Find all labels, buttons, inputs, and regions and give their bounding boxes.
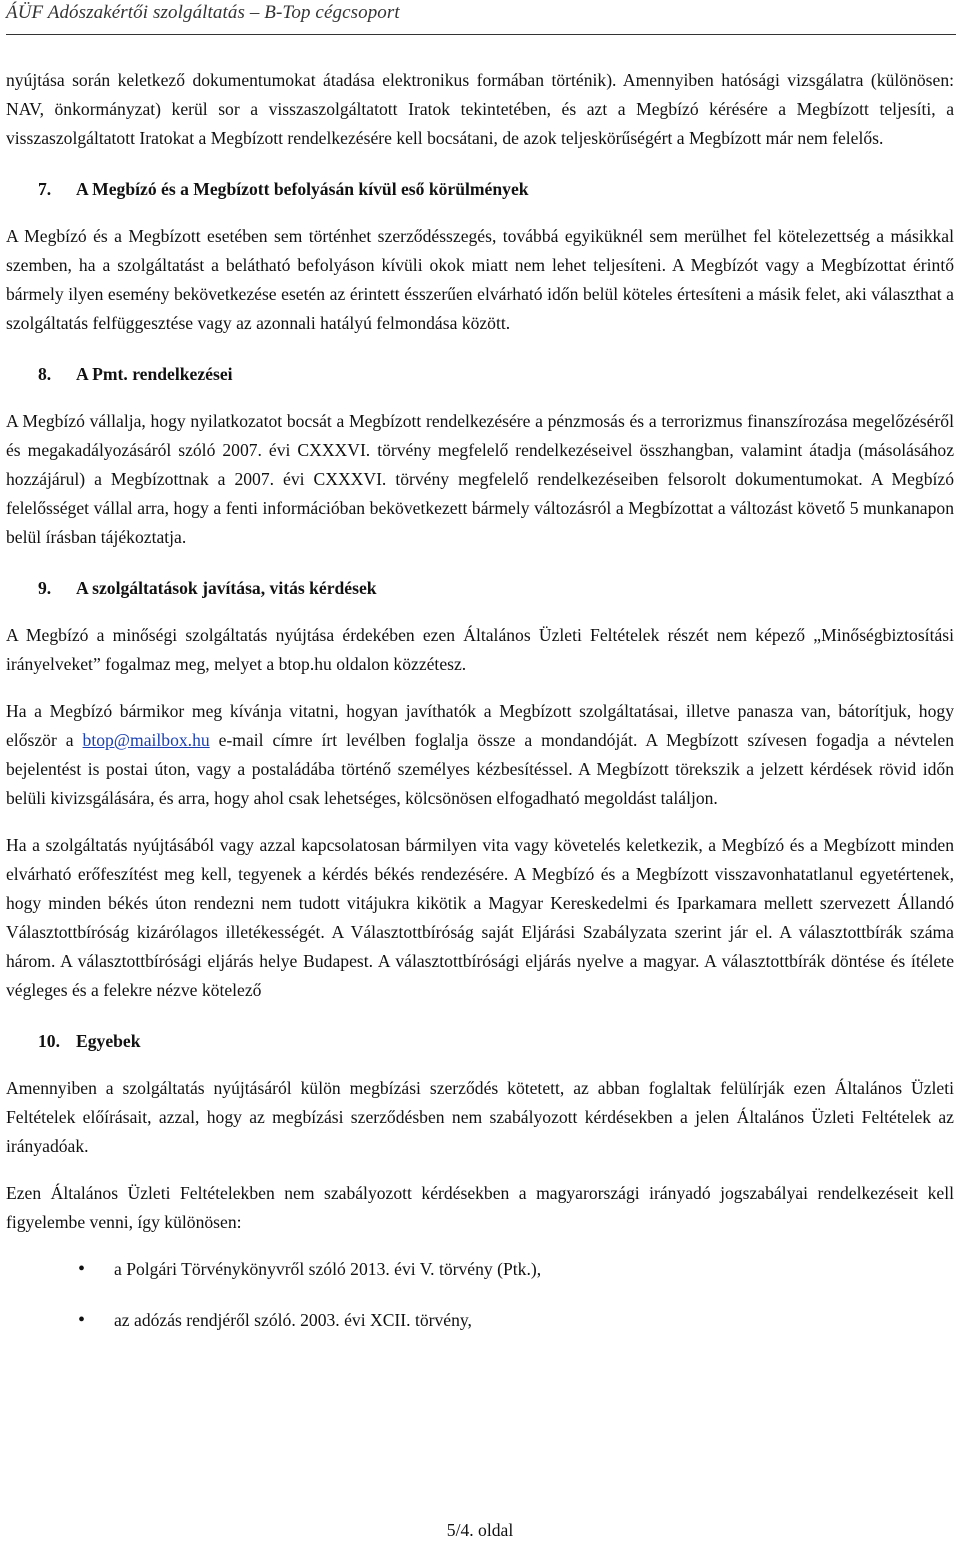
- section-9-paragraph-3: Ha a szolgáltatás nyújtásából vagy azzal kapcsolatosan bármilyen vita vagy követelés keletkezik, a Megbízó és a Megbízott minden elvárható erőfeszítést meg kell, tegyenek a kérdés békés rendezésére. A Megbízó és a Megbízott visszavonhatatlanul egyetértenek, hogy minden békés úton rendezni nem tudott vitájukra kikötik a Magyar Kereskedelmi és Iparkamara mellett szervezett Állandó Választottbíróság kizárólagos illetékességét. A Választottbíróság saját Eljárási Szabályzata szerint jár el. A választottbírák száma három. A választottbírósági eljárás helye Budapest. A választottbírósági eljárás nyelve a magyar. A választottbírák döntése és ítélete végleges és a felekre nézve kötelező: [6, 835, 954, 1000]
- section-7-heading: [6, 175, 954, 204]
- section-10-paragraph-2: Ezen Általános Üzleti Feltételekben nem szabályozott kérdésekben a magyarországi irányadó jogszabályai rendelkezéseit kell figyelembe venni, így különösen:: [6, 1183, 954, 1232]
- section-9-paragraph-1: A Megbízó a minőségi szolgáltatás nyújtása érdekében ezen Általános Üzleti Feltételek részét nem képező „Minőségbiztosítási irányelveket” fogalmaz meg, melyet a btop.hu oldalon közzétesz.: [6, 625, 954, 674]
- section-8-paragraph: A Megbízó vállalja, hogy nyilatkozatot bocsát a Megbízott rendelkezésére a pénzmosás és a terrorizmus finanszírozása megelőzéséről és megakadályozásáról szóló 2007. évi CXXXVI. törvény megfelelő rendelkezéseivel összhangban, valamint átadja (másolásához hozzájárul) a Megbízottnak a 2007. évi CXXXVI. törvény megfelelő rendelkezéseiben felsorolt dokumentumokat. A Megbízó felelősséget vállal arra, hogy a fenti információban bekövetkezett bármely változásról a Megbízottat a változást követő 5 munkanapon belül írásban tájékoztatja.: [6, 411, 954, 547]
- email-link[interactable]: btop@mailbox.hu: [82, 730, 210, 750]
- section-10-number: 10.: [38, 1031, 60, 1051]
- bullet-icon: •: [78, 1258, 86, 1280]
- page-header-title: ÁÜF Adószakértői szolgáltatás – B-Top cégcsoport: [6, 2, 400, 23]
- list-item: [6, 1306, 954, 1335]
- list-item-text: az adózás rendjéről szóló. 2003. évi XCII. törvény,: [114, 1310, 472, 1330]
- section-7-paragraph: A Megbízó és a Megbízott esetében sem történhet szerződésszegés, továbbá egyiküknél sem merülhet fel kötelezettség a másikkal szemben, ha a szolgáltatást a belátható befolyáson kívüli okok miatt nem lehet teljesíteni. A Megbízót vagy a Megbízottat érintő bármely ilyen esemény bekövetkezése esetén az érintett ésszerűen elvárható időn belül köteles értesíteni a másik felet, aki választhat a szolgáltatás felfüggesztése vagy az azonnali hatályú felmondása között.: [6, 226, 954, 333]
- section-9-heading: [6, 574, 954, 603]
- law-list: [6, 1255, 954, 1335]
- section-9-title: A szolgáltatások javítása, vitás kérdések: [76, 578, 377, 598]
- section-10-heading: [6, 1027, 954, 1056]
- section-8-heading: [6, 360, 954, 389]
- section-10-title: Egyebek: [76, 1031, 141, 1051]
- list-item: [6, 1255, 954, 1284]
- section-8-title: A Pmt. rendelkezései: [76, 364, 233, 384]
- section-10-paragraph-1: Amennyiben a szolgáltatás nyújtásáról külön megbízási szerződés kötetett, az abban foglaltak felülírják ezen Általános Üzleti Feltételek előírásait, azzal, hogy az megbízási szerződésben nem szabályozott kérdésekben a jelen Általános Üzleti Feltételek az irányadóak.: [6, 1078, 954, 1156]
- section-8-number: 8.: [38, 364, 52, 384]
- section-9-p2-after: e-mail címre írt levélben foglalja össze a mondandóját. A Megbízott szívesen fogadja a névtelen bejelentést is postai úton, vagy a postaládába történő személyes kézbesítéssel. A Megbízott törekszik a jelzett kérdések rövid időn belüli kivizsgálására, és arra, hogy ahol csak lehetséges, kölcsönösen elfogadható megoldást találjon.: [6, 730, 954, 808]
- section-9-p2-before: Ha a Megbízó bármikor meg kívánja vitatni, hogyan javíthatók a Megbízott szolgáltatásai, illetve panasza van, bátorítjuk, hogy először a: [6, 701, 954, 750]
- intro-paragraph: nyújtása során keletkező dokumentumokat átadása elektronikus formában történik). Amennyiben hatósági vizsgálatra (különösen: NAV, önkormányzat) kerül sor a visszaszolgáltatott Iratok tekintetében, és azt a Megbízó kérésére a Megbízott teljesíti, a visszaszolgáltatott Iratokat a Megbízott rendelkezésére kell bocsátani, de azok teljeskörűségért a Megbízott már nem felelős.: [6, 70, 954, 148]
- document-body: [6, 66, 954, 1335]
- section-7-number: 7.: [38, 179, 52, 199]
- list-item-text: a Polgári Törvénykönyvről szóló 2013. évi V. törvény (Ptk.),: [114, 1259, 542, 1279]
- section-7-title: A Megbízó és a Megbízott befolyásán kívül eső körülmények: [76, 179, 529, 199]
- bullet-icon: •: [78, 1309, 86, 1331]
- page-number: 5/4. oldal: [446, 1520, 514, 1540]
- header-divider: [6, 34, 956, 35]
- section-9-number: 9.: [38, 578, 52, 598]
- section-9-paragraph-2: [6, 697, 954, 813]
